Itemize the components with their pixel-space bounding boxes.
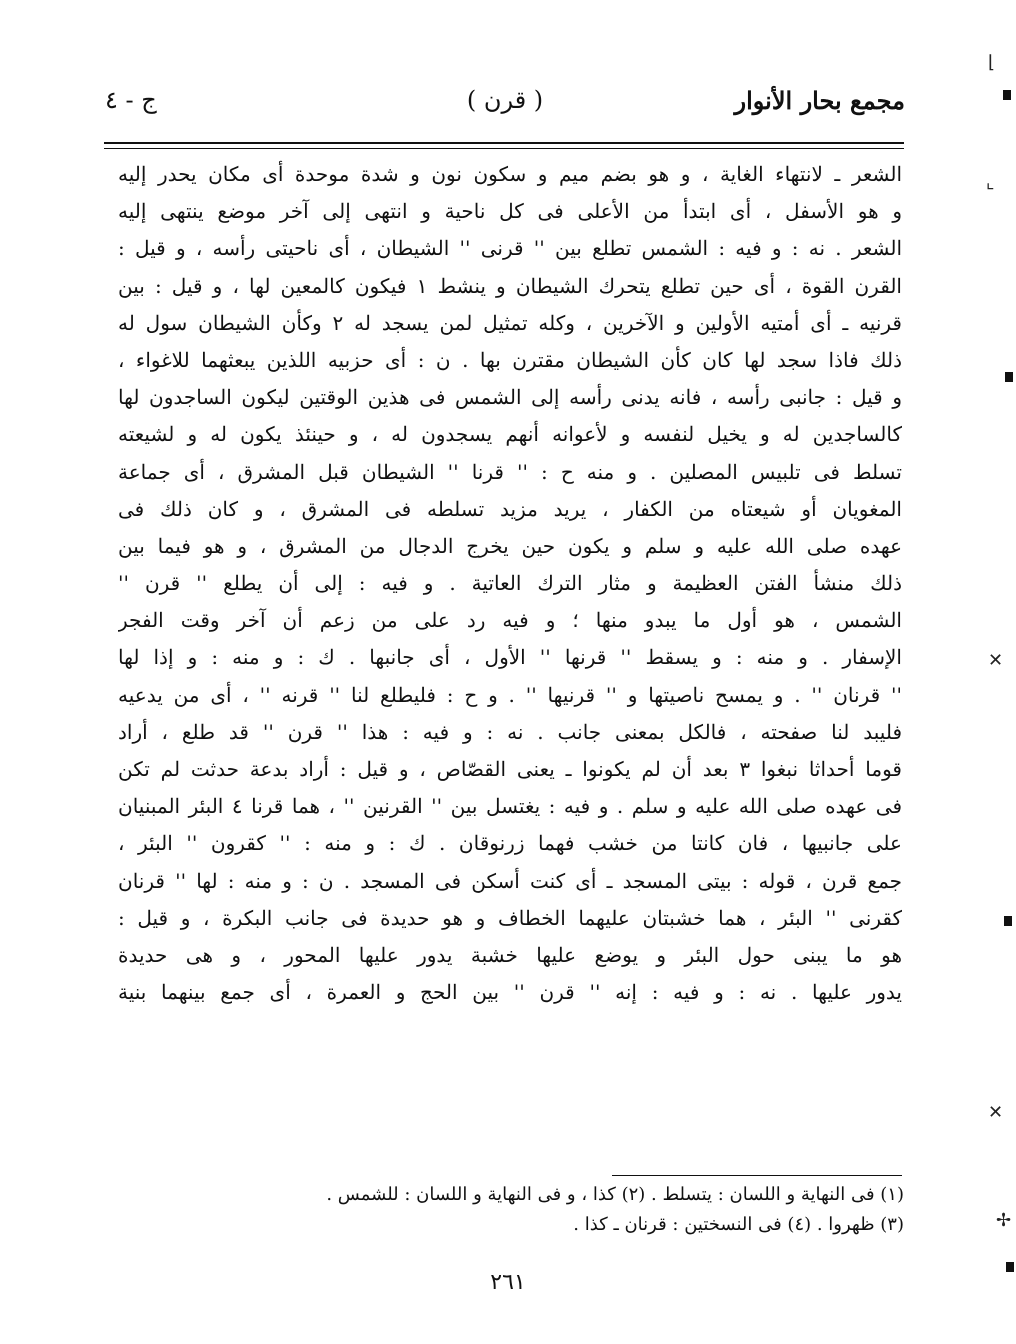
- text-line: كالساجدين له و يخيل لنفسه و لأعوانه أنهم يسجدون له ، و حينئذ يكون له و لشيعته: [118, 422, 902, 447]
- scan-mark: ✢: [996, 1210, 1012, 1231]
- text-line: كقرنى '' البئر ، هما خشبتان عليهما الخطاف و هو حديدة فى جانب البكرة ، و قيل :: [118, 905, 902, 930]
- running-header: [105, 82, 905, 130]
- text-line: القرن القوة ، أى حين تطلع يتحرك الشيطان و ينشط ١ فيكون كالمعين لها ، و قيل : بين: [118, 273, 902, 298]
- text-line: الشعر . نه : و فيه : الشمس تطلع بين '' قرنى '' الشيطان ، أى ناحيتى رأسه ، و قيل :: [118, 236, 902, 261]
- header-rule: [104, 142, 904, 144]
- text-line: قرنيه ـ أى أمتيه الأولين و الآخرين ، وكله تمثيل لمن يسجد له ٢ وكأن الشيطان سول له: [118, 310, 902, 335]
- header-rule-thin: [104, 148, 904, 149]
- text-line: الإسفار . و منه : و يسقط '' قرنها '' الأول ، أى جانبها . ك : و منه : و إذا لها: [118, 645, 902, 670]
- text-line: '' قرنان '' . و يمسح ناصيتها و '' قرنيها '' . و ح : فليطلع لنا '' قرنه '' ، أى من يدعيه: [118, 682, 902, 707]
- scan-mark: [1003, 90, 1011, 100]
- scan-mark: ✕: [988, 1102, 1004, 1123]
- scan-mark: ⌊: [988, 52, 996, 73]
- root-word: ( قرن ): [466, 86, 544, 114]
- main-text: [118, 156, 902, 1011]
- text-line: يدور عليها . نه : و فيه : إنه '' قرن '' بين الحج و العمرة ، أى جمع بينهما بنية: [118, 980, 902, 1005]
- text-line: جمع قرن ، قوله : بيتى المسجد ـ أى كنت أسكن فى المسجد . ن : و منه : لها '' قرنان: [118, 868, 902, 893]
- footnote-rule: [612, 1175, 902, 1176]
- text-line: ذلك فاذا سجد لها كان كأن الشيطان مقترن بها . ن : أى حزبيه اللذين يبعثهما للاغواء ،: [118, 347, 902, 372]
- scan-mark: [1005, 372, 1013, 382]
- text-line: و قيل : جانبى رأسه ، فانه يدنى رأسه إلى الشمس فى هذين الوقتين ليكون الساجدون لها: [118, 385, 902, 410]
- text-line: قوما أحداثا نبغوا ٣ بعد أن لم يكونوا ـ يعنى القصّاص ، و قيل : أراد بدعة حدثت لم تكن: [118, 757, 902, 781]
- text-line: عهده صلى الله عليه و سلم و يكون حين يخرج الدجال من المشرق ، و هو فيما بين: [118, 533, 902, 558]
- scan-mark: ⌞: [986, 172, 995, 193]
- text-line: على جانبيها ، فان كانتا من خشب فهما زرنوقان . ك : و منه : '' كقرون '' البئر ،: [118, 831, 902, 856]
- volume-label: ج - ٤: [105, 86, 157, 114]
- footnote-line: (٣) ظهروا . (٤) فى النسختين : قرنان ـ كذا .: [573, 1214, 904, 1235]
- footnote-line: (١) فى النهاية و اللسان : يتسلط . (٢) كذا ، و فى النهاية و اللسان : للشمس .: [326, 1184, 904, 1205]
- text-line: فى عهده صلى الله عليه و سلم . و فيه : يغتسل بين '' القرنين '' ، هما قرنا ٤ البئر المبنيان: [118, 794, 902, 819]
- scan-mark: [1006, 1262, 1014, 1272]
- scan-mark: [1004, 916, 1012, 926]
- footnotes: [326, 1180, 904, 1240]
- text-line: المغويان أو شيعتاه من الكفار ، يريد مزيد تسلطه فى المشرق ، و كان ذلك فى: [118, 496, 902, 521]
- page-number: ٢٦١: [490, 1270, 526, 1295]
- scan-mark: ✕: [988, 650, 1004, 671]
- text-line: الشعر ـ لانتهاء الغاية ، و هو بضم ميم و سكون نون و شدة موحدة أى مكان يحدر إليه: [118, 162, 902, 186]
- text-line: الشمس ، هو أول ما يبدو منها ؛ و فيه رد على من زعم أن آخر وقت الفجر: [118, 608, 902, 633]
- text-line: تسلط فى تلبيس المصلين . و منه ح : '' قرنا '' الشيطان قبل المشرق ، أى جماعة: [118, 459, 902, 484]
- book-title: مجمع بحار الأنوار: [734, 86, 905, 115]
- text-line: فليبد لنا صفحته ، فالكل بمعنى جانب . نه : و فيه : هذا '' قرن '' قد طلع ، أراد: [118, 719, 902, 744]
- text-line: و هو الأسفل ، أى ابتدأ من الأعلى فى كل ناحية و انتهى إلى آخر موضع ينتهى إليه: [118, 199, 902, 224]
- text-line: هو ما يبنى حول البئر و يوضع عليها خشبة يدور عليها المحور ، و هى حديدة: [118, 942, 902, 967]
- text-line: ذلك منشأ الفتن العظيمة و مثار الترك العاتية . و فيه : إلى أن يطلع '' قرن '': [118, 571, 902, 596]
